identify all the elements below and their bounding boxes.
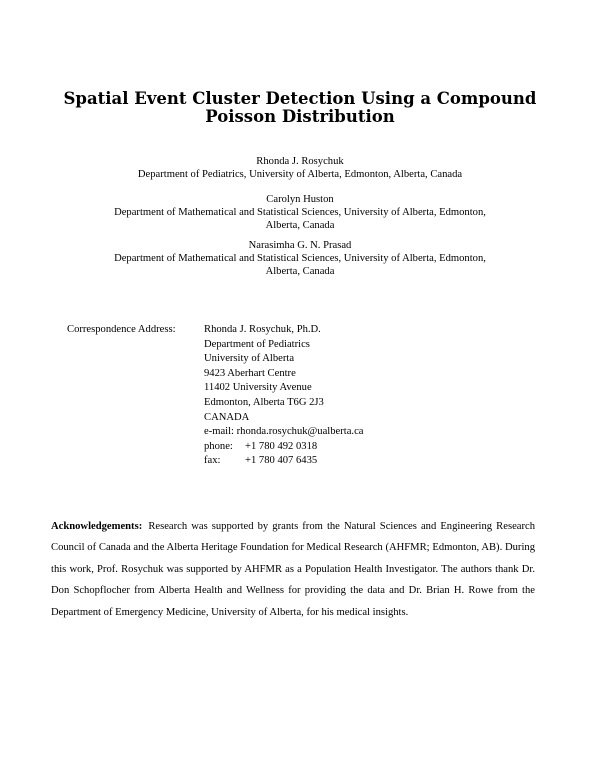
phone-row — [204, 440, 363, 455]
author-affiliation-line: Department of Mathematical and Statistical Sciences, University of Alberta, Edmonton, — [114, 207, 486, 218]
paper-title — [60, 90, 540, 126]
email-line: e-mail: rhonda.rosychuk@ualberta.ca — [204, 426, 364, 438]
address-line: 9423 Aberhart Centre — [204, 367, 296, 379]
address-line: Department of Pediatrics — [204, 338, 310, 350]
author-block-1 — [60, 155, 540, 181]
author-affiliation-line: Department of Mathematical and Statistical Sciences, University of Alberta, Edmonton, — [114, 253, 486, 264]
address-line: Edmonton, Alberta T6G 2J3 — [204, 396, 324, 408]
acknowledgements-heading: Acknowledgements: — [51, 521, 143, 532]
fax-label: fax: — [204, 455, 221, 467]
phone-number: +1 780 492 0318 — [245, 440, 318, 452]
title-line-1: Spatial Event Cluster Detection Using a Compound — [63, 89, 537, 108]
author-name: Carolyn Huston — [266, 194, 334, 205]
address-line: 11402 University Avenue — [204, 382, 312, 394]
author-affiliation-line: Alberta, Canada — [265, 266, 335, 277]
correspondence-lines — [204, 323, 363, 469]
address-line: CANADA — [204, 411, 250, 423]
correspondence-label: Correspondence Address: — [67, 324, 176, 335]
author-block-2 — [60, 193, 540, 232]
title-line-2: Poisson Distribution — [205, 107, 395, 126]
author-block-3 — [60, 239, 540, 278]
phone-label: phone: — [204, 440, 233, 452]
author-name: Narasimha G. N. Prasad — [248, 240, 352, 251]
acknowledgements-paragraph — [51, 516, 535, 623]
author-affiliation-line: Department of Pediatrics, University of Alberta, Edmonton, Alberta, Canada — [137, 169, 463, 180]
fax-number: +1 780 407 6435 — [245, 455, 318, 467]
acknowledgements-text: Research was supported by grants from the Natural Sciences and Engineering Research Council of Canada and the Alberta Heritage Foundation for Medical Research (AHFMR; Edmonton, AB). During this work, Prof. Rosychuk was supported by AHFMR as a Population Health Investigator. The authors thank Dr. Don Schopflocher from Alberta Health and Wellness for providing the data and Dr. Brian H. Rowe from the Department of Emergency Medicine, University of Alberta, for his medical insights. — [51, 521, 536, 618]
fax-row — [204, 454, 363, 469]
address-line: Rhonda J. Rosychuk, Ph.D. — [204, 324, 321, 335]
address-line: University of Alberta — [204, 353, 295, 365]
author-name: Rhonda J. Rosychuk — [256, 156, 344, 167]
author-affiliation-line: Alberta, Canada — [265, 220, 335, 231]
